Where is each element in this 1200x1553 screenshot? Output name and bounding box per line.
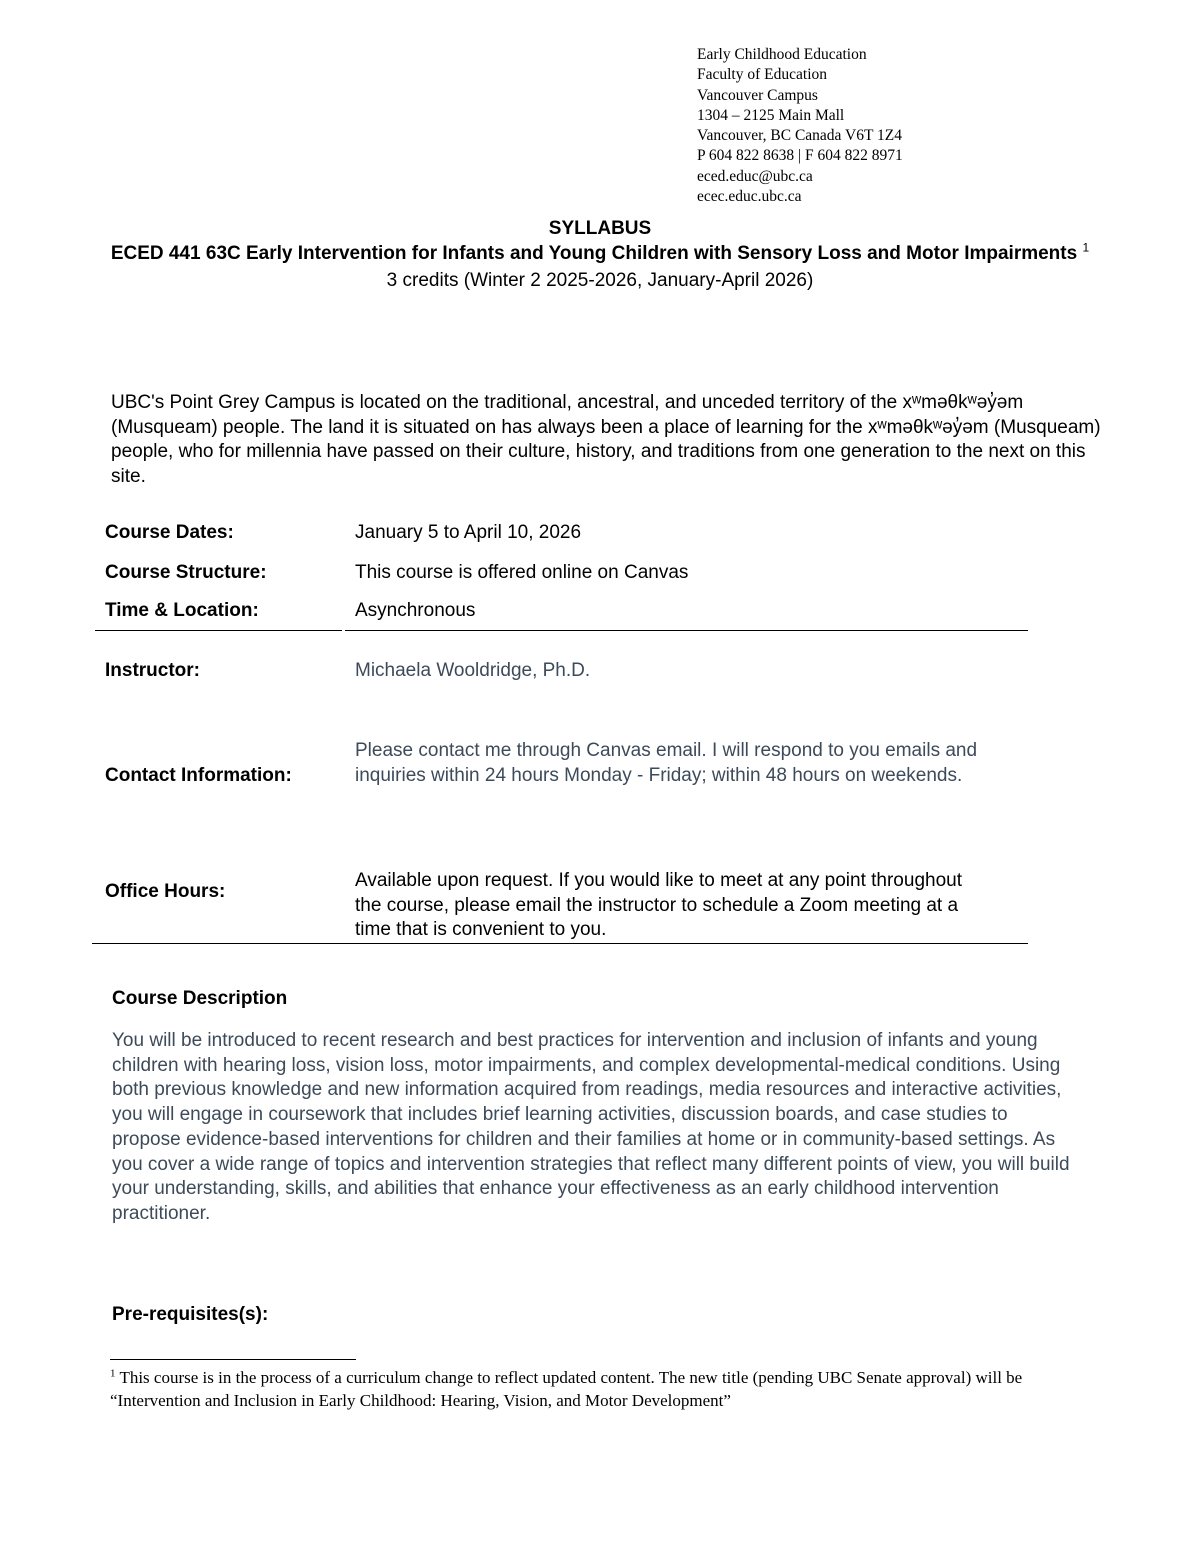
office-hours-value: Available upon request. If you would like to meet at any point throughout the course, please email the instructor to schedule a Zoom meeting at a time that is convenient to you. [355,870,962,941]
course-title-footnote-marker: 1 [1082,240,1090,255]
time-location-label: Time & Location: [105,600,259,621]
course-title-text: ECED 441 63C Early Intervention for Infants and Young Children with Sensory Loss and Motor Impairments [110,243,1078,264]
syllabus-heading: SYLLABUS [548,218,652,239]
office-hours-label: Office Hours: [105,881,226,902]
syllabus-title-block [100,217,1100,294]
course-description-body: You will be introduced to recent research and best practices for intervention and inclusion of infants and young children with hearing loss, vision loss, motor impairments, and complex developmental-medical conditions. Using both previous knowledge and new information acquired from readings, media resources and interactive activities, you will engage in coursework that includes brief learning activities, discussion boards, and case studies to propose evidence-based interventions for children and their families at home or in community-based settings. As you cover a wide range of topics and intervention strategies that reflect many different points of view, you will build your understanding, skills, and abilities that enhance your effectiveness as an early childhood intervention practitioner. [112,1030,1070,1224]
table-divider [345,630,1028,631]
address-line: Vancouver, BC Canada V6T 1Z4 [697,127,903,145]
footnote [110,1367,1070,1412]
instructor-value: Michaela Wooldridge, Ph.D. [355,660,591,681]
table-divider [95,630,342,631]
time-location-value: Asynchronous [355,600,476,621]
department-address [697,45,997,206]
address-line: Faculty of Education [697,66,827,84]
instructor-label: Instructor: [105,660,200,681]
footnote-marker: 1 [110,1367,116,1380]
table-bottom-rule [92,943,1028,944]
course-credits: 3 credits (Winter 2 2025-2026, January-April 2026) [386,270,814,291]
address-line: P 604 822 8638 | F 604 822 8971 [697,147,903,165]
course-title [100,242,1100,266]
footnote-text: This course is in the process of a curriculum change to reflect updated content. The new title (pending UBC Senate approval) will be “Intervention and Inclusion in Early Childhood: Hearing, Vision, and Motor Development” [110,1368,1023,1410]
address-email[interactable]: eced.educ@ubc.ca [697,167,813,185]
address-line: Vancouver Campus [697,86,818,104]
address-website[interactable]: ecec.educ.ubc.ca [697,188,802,206]
footnote-separator [110,1359,356,1360]
contact-information-value: Please contact me through Canvas email. I will respond to you emails and inquiries within 24 hours Monday - Friday; within 48 hours on weekends. [355,740,978,786]
address-line: Early Childhood Education [697,46,867,63]
course-structure-label: Course Structure: [105,562,267,583]
address-line: 1304 – 2125 Main Mall [697,106,845,124]
course-dates-value: January 5 to April 10, 2026 [355,522,582,543]
land-acknowledgement: UBC's Point Grey Campus is located on the traditional, ancestral, and unceded territory of the xʷməθkʷəy̓əm (Musqueam) people. The land it is situated on has always been a place of learning for the xʷməθkʷəy̓əm (Musqueam) people, who for millennia have passed on their culture, history, and traditions from one generation to the next on this site. [111,392,1101,488]
contact-information-label: Contact Information: [105,765,292,786]
prerequisites-heading: Pre-requisites(s): [112,1304,269,1325]
course-structure-value: This course is offered online on Canvas [355,562,689,583]
course-dates-label: Course Dates: [105,522,234,543]
course-description-heading: Course Description [112,988,288,1009]
